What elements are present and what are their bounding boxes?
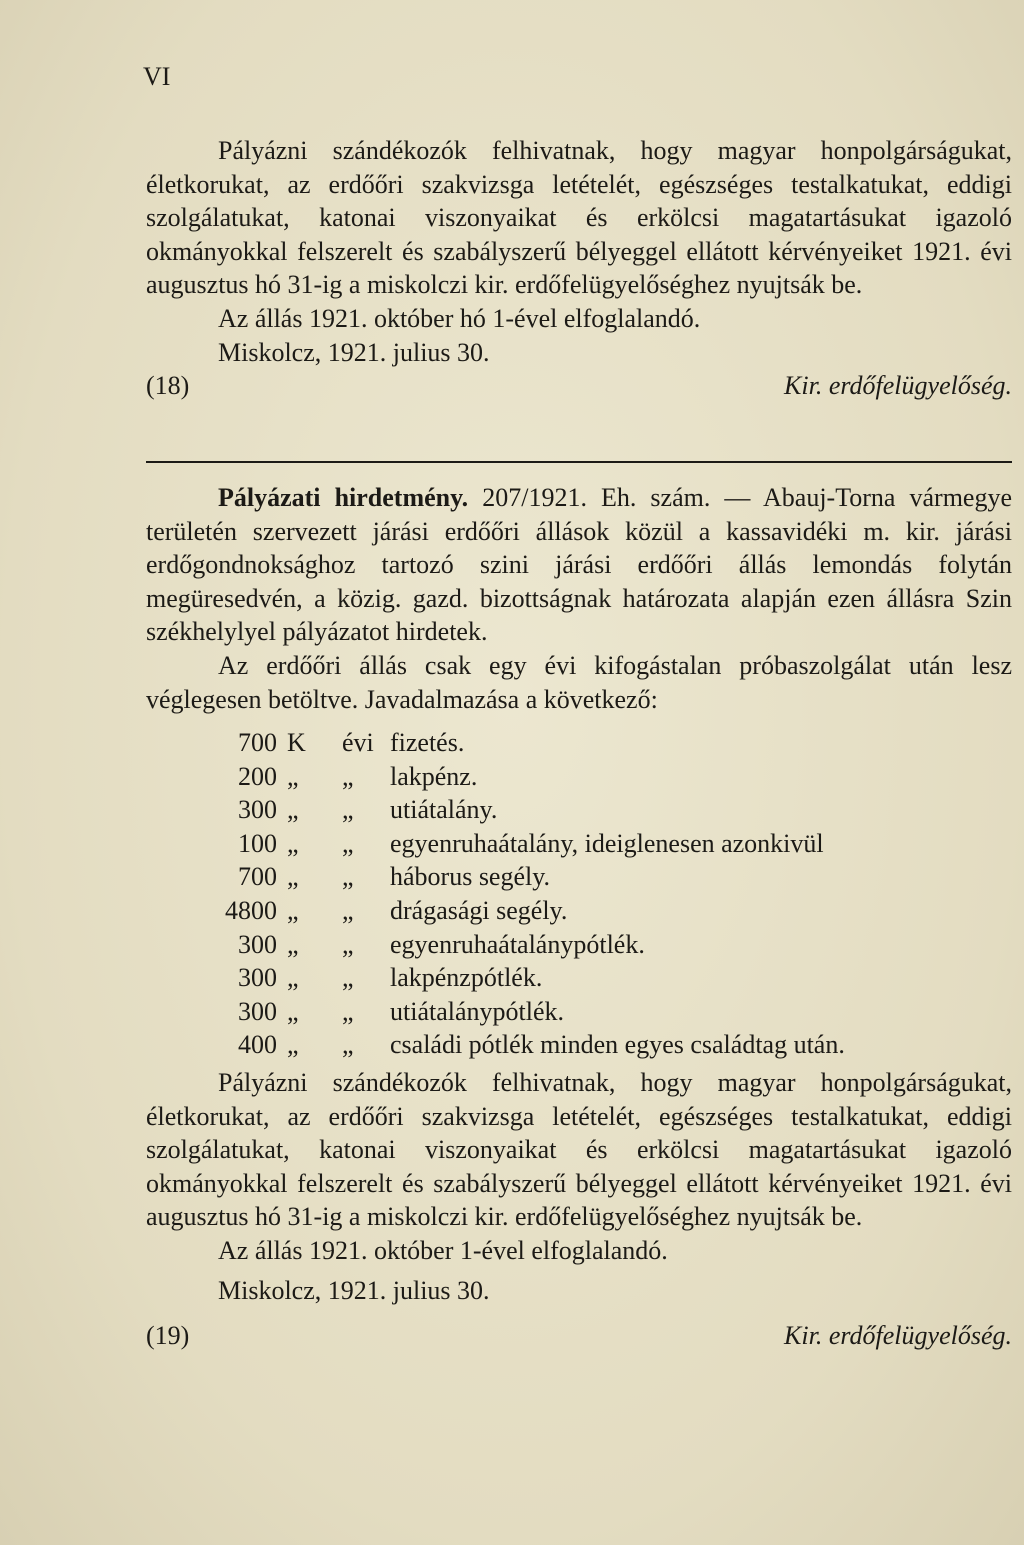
salary-unit: K (287, 728, 306, 757)
notice-18-place-date: Miskolcz, 1921. julius 30. (218, 337, 490, 367)
salary-row (146, 995, 1012, 1029)
salary-unit2: „ (342, 828, 354, 858)
salary-desc: utiátalánypótlék. (390, 996, 565, 1026)
salary-amount: 400 (238, 1030, 277, 1060)
salary-row (146, 928, 1012, 962)
salary-amount: 300 (238, 795, 277, 825)
notice-19-body: Pályázni szándékozók felhivatnak, hogy magyar honpolgárságukat, életkorukat, az erdőőri szakvizsga letételét, egészséges testalkatukat, eddigi szolgálatukat, katonai viszonyaikat és erkölcsi magatartásukat igazoló okmányokkal felszerelt és szabályszerű bélyeggel ellátott kérvényeiket 1921. évi augusztus hó 31-ig a miskolczi kir. erdőfelügyelőséghez nyujtsák be. (146, 1068, 1012, 1232)
notice-18-start-date: Az állás 1921. október hó 1-ével elfoglalandó. (218, 303, 701, 333)
notice-19-heading: Pályázati hirdetmény. (218, 483, 469, 512)
notice-19-signature: Kir. erdőfelügyelőség. (784, 1321, 1012, 1351)
salary-row (146, 760, 1012, 794)
notice-19-place-date: Miskolcz, 1921. julius 30. (218, 1275, 490, 1305)
notice-18-signature-row (146, 369, 1012, 403)
salary-desc: családi pótlék minden egyes családtag után. (390, 1030, 845, 1060)
notice-18-number: (18) (146, 371, 190, 401)
salary-desc: háborus segély. (390, 862, 551, 892)
salary-unit2: „ (342, 963, 354, 993)
notice-19-intro (146, 481, 1012, 649)
salary-amount: 700 (238, 728, 277, 757)
salary-unit2: „ (342, 862, 354, 892)
salary-unit: „ (287, 761, 299, 791)
salary-row (146, 860, 1012, 894)
salary-amount: 300 (238, 929, 277, 959)
notice-18 (146, 134, 1012, 403)
salary-desc: drágasági segély. (390, 895, 568, 925)
salary-unit: „ (287, 795, 299, 825)
notice-18-signature: Kir. erdőfelügyelőség. (784, 371, 1012, 401)
salary-desc: lakpénzpótlék. (390, 963, 543, 993)
salary-row (146, 827, 1012, 861)
notice-19-intro-text: 207/1921. Eh. szám. — Abauj-Torna vármegye területén szervezett járási erdőőri állások közül a kassavidéki m. kir. járási erdőgondnoksághoz tartozó szini járási erdőőri állás lemondás folytán megüresedvén, a közig. gazd. bizottságnak határozata alapján ezen állásra Szin székhelylyel pályázatot hirdetek. (146, 483, 1013, 647)
salary-unit2: „ (342, 929, 354, 959)
salary-amount: 200 (238, 761, 277, 791)
salary-row (146, 793, 1012, 827)
notice-18-body: Pályázni szándékozók felhivatnak, hogy magyar honpolgárságukat, életkorukat, az erdőőri szakvizsga letételét, egészséges testalkatukat, eddigi szolgálatukat, katonai viszonyaikat és erkölcsi magatartásukat igazoló okmányokkal felszerelt és szabályszerű bélyeggel ellátott kérvényeiket 1921. évi augusztus hó 31-ig a miskolczi kir. erdőfelügyelőséghez nyujtsák be. (146, 136, 1012, 300)
salary-desc: egyenruhaátalány, ideiglenesen azonkivül (390, 828, 824, 858)
salary-table (146, 726, 1012, 1062)
notice-19-start-date: Az állás 1921. október 1-ével elfoglalandó. (218, 1235, 668, 1265)
salary-unit2: „ (342, 795, 354, 825)
salary-amount: 4800 (225, 895, 277, 925)
salary-desc: egyenruhaátalánypótlék. (390, 929, 645, 959)
notice-19-signature-row (146, 1319, 1012, 1353)
salary-unit: „ (287, 1030, 299, 1060)
salary-unit2: „ (342, 996, 354, 1026)
salary-desc: fizetés. (390, 728, 465, 757)
notice-19-probation: Az erdőőri állás csak egy évi kifogástalan próbaszolgálat után lesz véglegesen betöltve. Javadalmazása a következő: (146, 650, 1012, 714)
salary-unit: „ (287, 828, 299, 858)
salary-row (146, 726, 1012, 760)
salary-unit2: „ (342, 761, 354, 791)
salary-unit: „ (287, 963, 299, 993)
page-number: VI (143, 62, 171, 91)
salary-row (146, 894, 1012, 928)
salary-amount: 300 (238, 963, 277, 993)
salary-desc: utiátalány. (390, 795, 498, 825)
notice-19 (146, 481, 1012, 716)
salary-unit: „ (287, 929, 299, 959)
salary-amount: 300 (238, 996, 277, 1026)
salary-row (146, 961, 1012, 995)
notice-19-number: (19) (146, 1321, 190, 1351)
salary-amount: 100 (238, 828, 277, 858)
salary-desc: lakpénz. (390, 761, 478, 791)
salary-unit2: „ (342, 1030, 354, 1060)
salary-amount: 700 (238, 862, 277, 892)
section-divider (146, 461, 1012, 463)
salary-unit2: évi (342, 728, 374, 757)
salary-row (146, 1028, 1012, 1062)
salary-unit2: „ (342, 895, 354, 925)
salary-unit: „ (287, 862, 299, 892)
salary-unit: „ (287, 996, 299, 1026)
salary-unit: „ (287, 895, 299, 925)
notice-19-closing (146, 1066, 1012, 1353)
